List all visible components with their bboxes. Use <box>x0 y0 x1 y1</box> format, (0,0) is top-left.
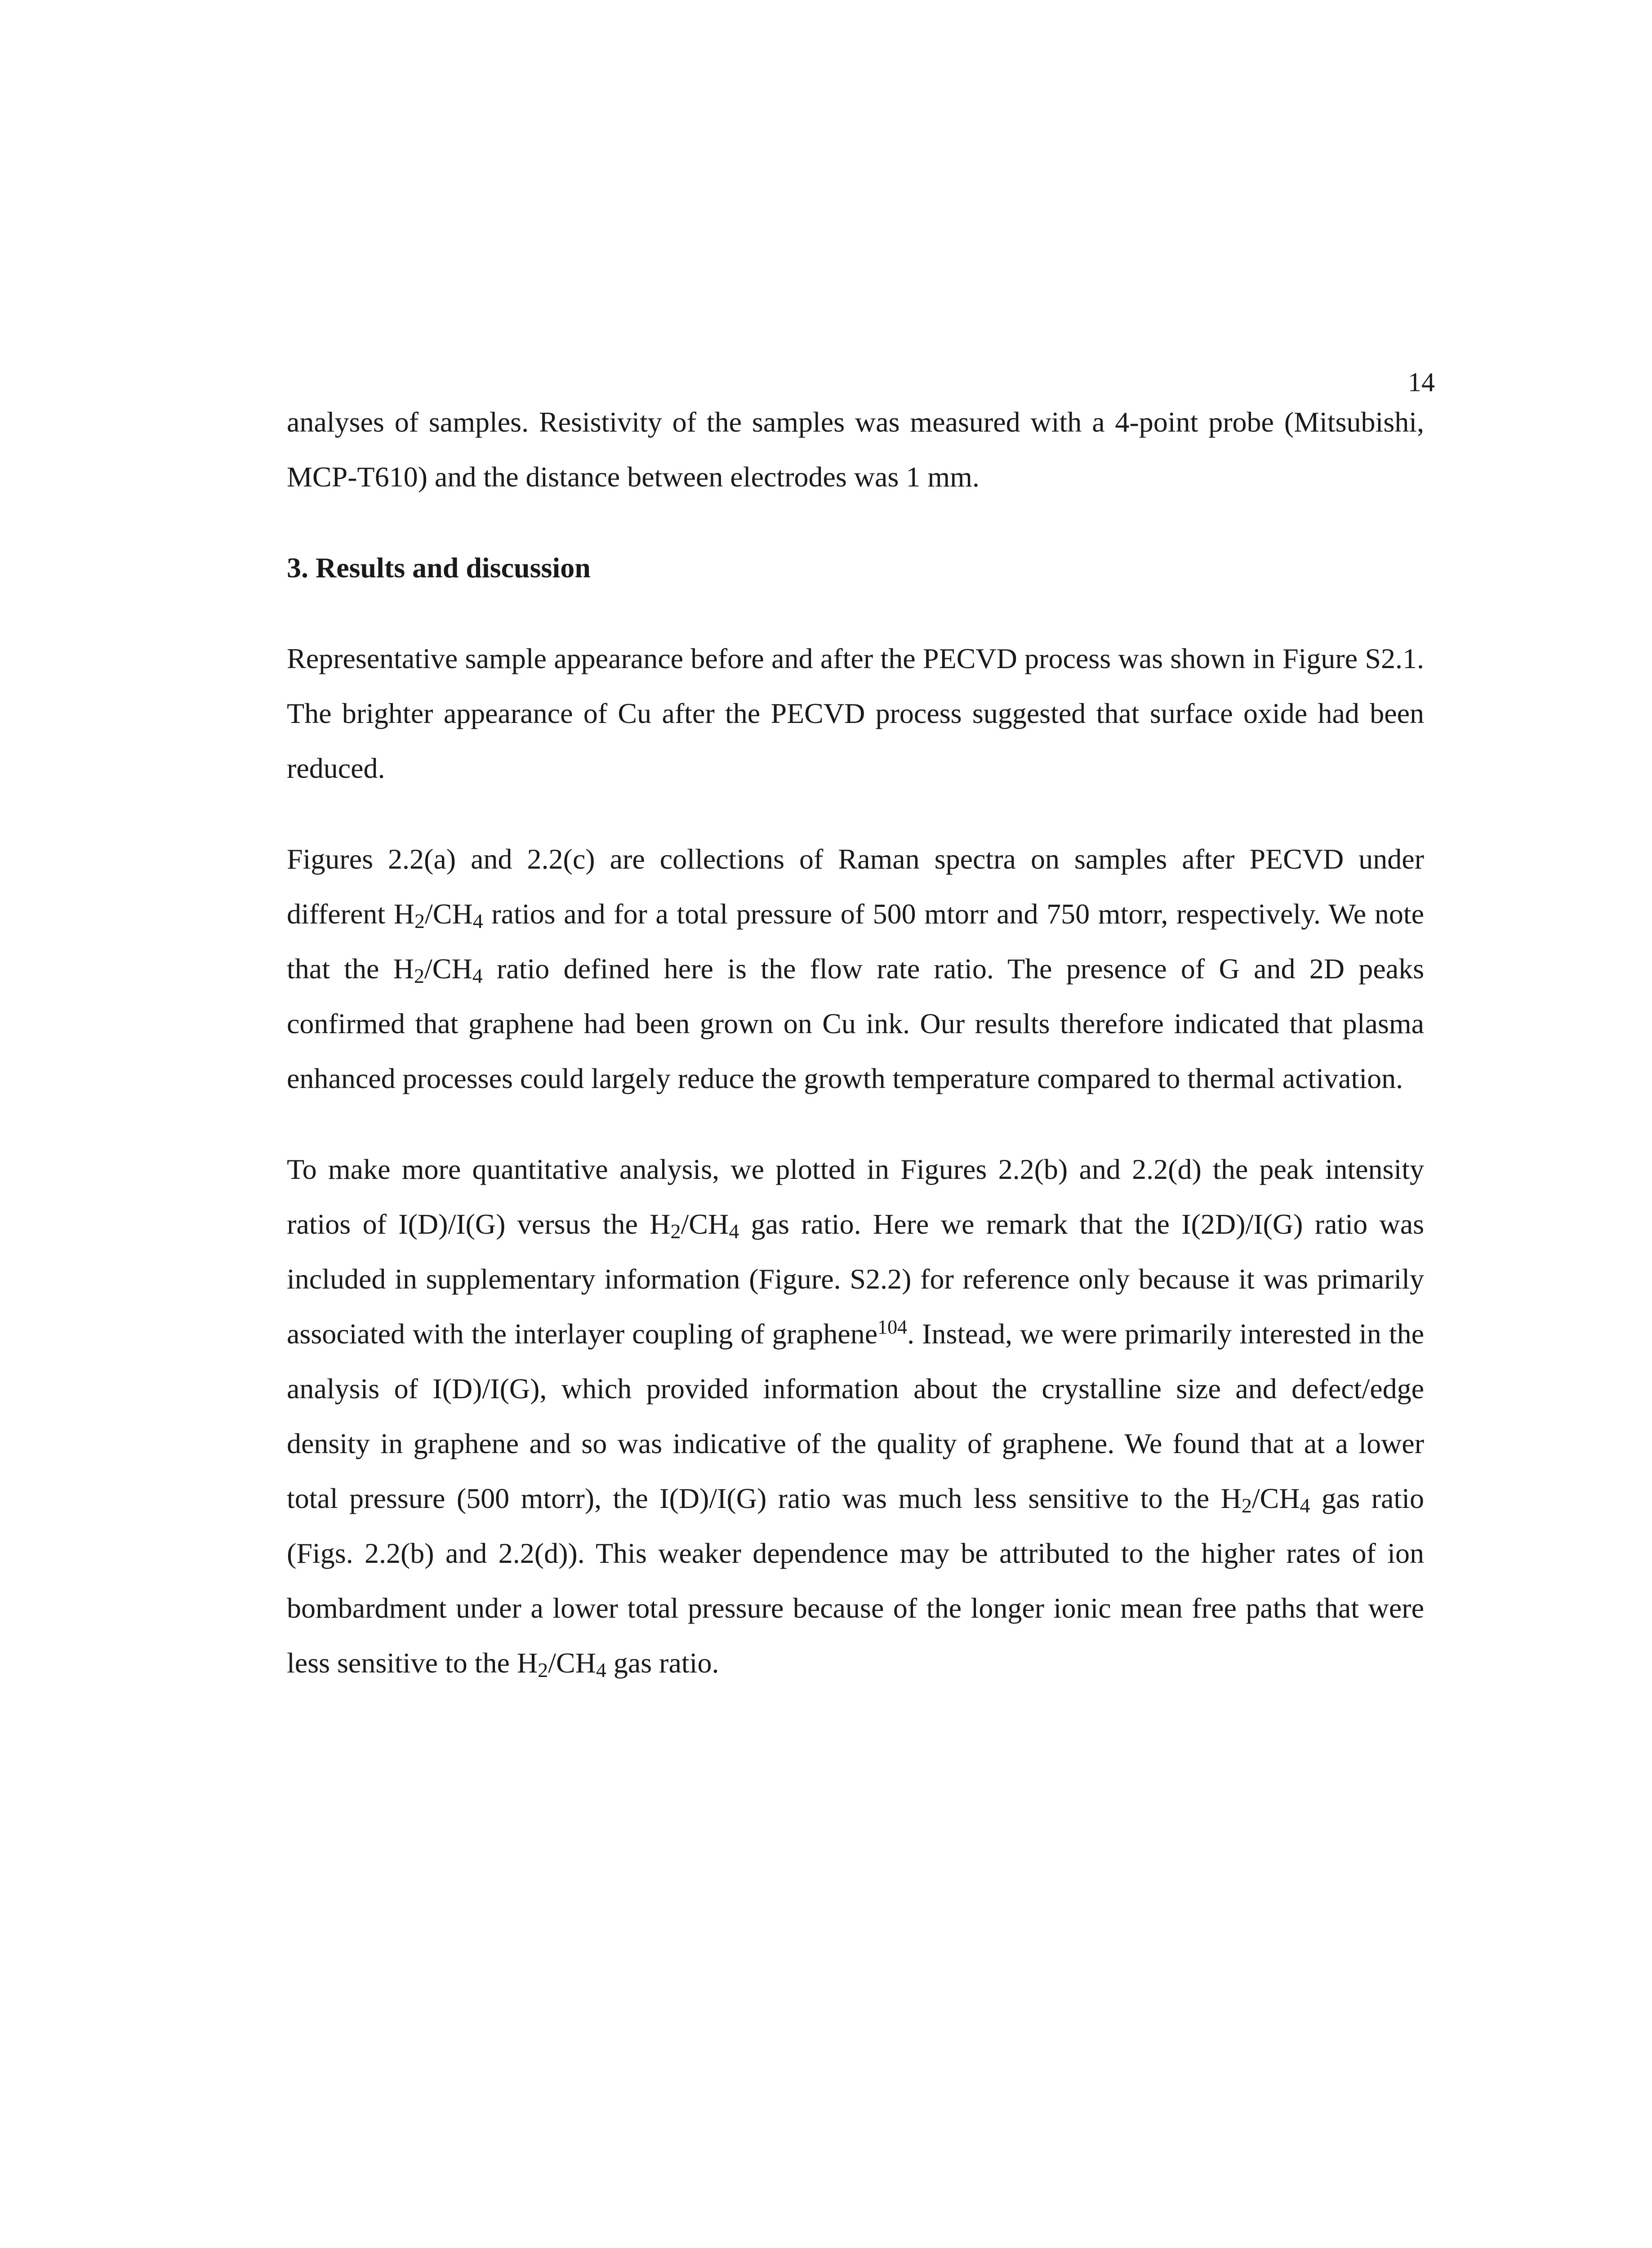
section-heading: 3. Results and discussion <box>287 552 591 584</box>
text-run: To make more quantitative analysis, we plotted in Figures 2.2(b) and 2.2(d) the peak intensity ratios of I(D)/I(G) versus the H <box>287 1153 1424 1240</box>
paragraph-intro <box>287 395 1424 504</box>
subscript: 2 <box>670 1220 681 1243</box>
text-run: gas ratio. <box>606 1647 719 1679</box>
paragraph-appearance-text: Representative sample appearance before and after the PECVD process was shown in Figure S2.1. The brighter appearance of Cu after the PECVD process suggested that surface oxide had been reduced. <box>287 642 1424 784</box>
document-body <box>287 395 1424 1690</box>
subscript: 2 <box>414 964 424 987</box>
text-run: /CH <box>1251 1482 1300 1514</box>
text-run: . Instead, we were primarily interested in the analysis of I(D)/I(G), which provided information about the crystalline size and defect/edge density in graphene and so was indicative of the quality of graphene. We found that at a lower total pressure (500 mtorr), the I(D)/I(G) ratio was much less sensitive to the H <box>287 1318 1425 1514</box>
paragraph-intro-text: analyses of samples. Resistivity of the samples was measured with a 4-point probe (Mitsubishi, MCP-T610) and the distance between electrodes was 1 mm. <box>287 406 1424 493</box>
subscript: 4 <box>472 910 483 932</box>
reference-superscript: 104 <box>877 1316 908 1338</box>
subscript: 4 <box>596 1659 606 1682</box>
text-run: /CH <box>681 1208 729 1240</box>
subscript: 4 <box>1300 1494 1310 1517</box>
subscript: 4 <box>729 1220 739 1243</box>
text-run: ratios and for a total pressure of 500 mtorr and 750 mtorr, respectively. We note that the H <box>287 898 1425 985</box>
text-run: gas ratio. Here we remark that the I(2D)/I(G) ratio was included in supplementary information (Figure. S2.2) for reference only because it was primarily associated with the interlayer coupling of graphene <box>287 1208 1425 1350</box>
page-number: 14 <box>1408 367 1435 397</box>
text-run: /CH <box>424 953 472 985</box>
text-run: /CH <box>425 898 473 930</box>
text-run: Figures 2.2(a) and 2.2(c) are collections of Raman spectra on samples after PECVD under different H <box>287 843 1424 930</box>
text-run: /CH <box>548 1647 596 1679</box>
text-run: ratio defined here is the flow rate ratio. The presence of G and 2D peaks confirmed that graphene had been grown on Cu ink. Our results therefore indicated that plasma enhanced processes could largely reduce the growth temperature compared to thermal activation. <box>287 953 1425 1094</box>
subscript: 2 <box>414 910 425 932</box>
paragraph-raman <box>287 832 1424 1106</box>
paragraph-appearance <box>287 631 1424 796</box>
subscript: 2 <box>538 1659 548 1682</box>
text-run: gas ratio (Figs. 2.2(b) and 2.2(d)). This weaker dependence may be attributed to the higher rates of ion bombardment under a lower total pressure because of the longer ionic mean free paths that were less sensitive to the H <box>287 1482 1425 1679</box>
paragraph-analysis <box>287 1142 1424 1690</box>
subscript: 4 <box>472 964 483 987</box>
subscript: 2 <box>1241 1494 1252 1517</box>
